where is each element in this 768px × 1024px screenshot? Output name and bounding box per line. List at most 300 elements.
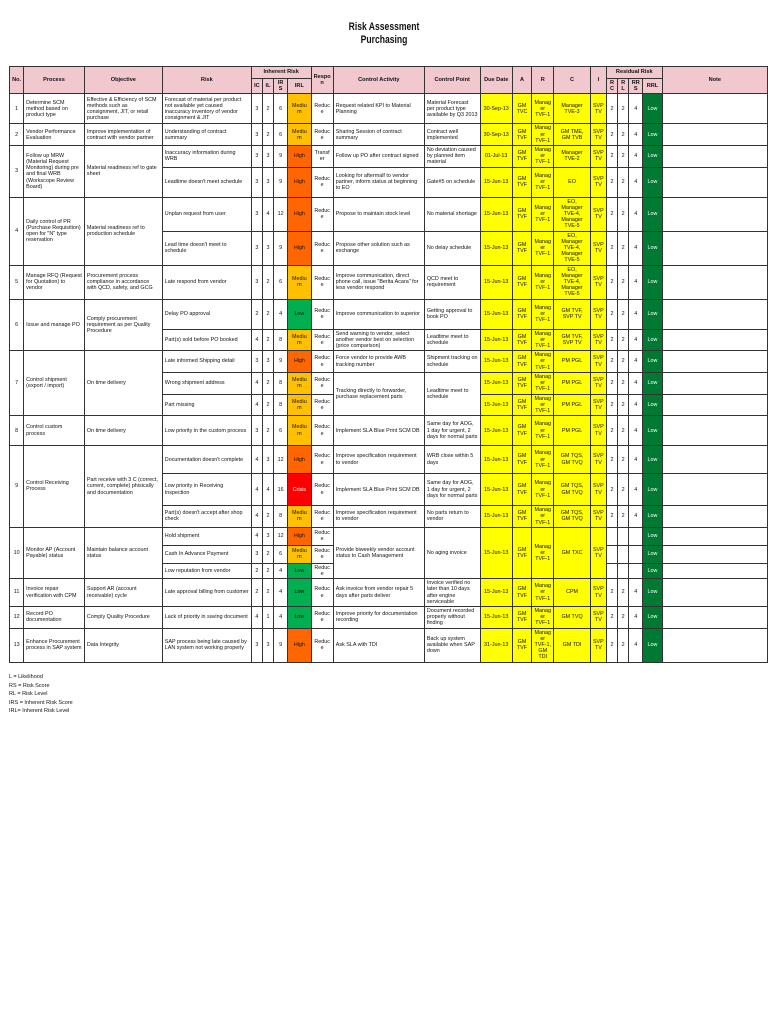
inherent-consequence-cell: 3 — [251, 231, 262, 265]
residual-risk-score-cell — [629, 545, 643, 563]
legend-item: IRL= Inherent Risk Level — [9, 708, 70, 714]
objective-cell: Part receive with 3 C (correct, current, complete) phisically and documentation — [84, 446, 162, 528]
risk-cell: Understanding of contract summary — [162, 124, 251, 146]
residual-risk-score-cell: 4 — [629, 265, 643, 299]
due-date-cell: 15-Jun-13 — [480, 329, 512, 351]
due-date-cell: 15-Jun-13 — [480, 446, 512, 474]
objective-cell: On time delivery — [84, 416, 162, 446]
row-number-cell: 13 — [10, 628, 24, 662]
row-number-cell: 4 — [10, 197, 24, 265]
risk-table-body — [10, 94, 768, 662]
residual-risk-level-badge: Low — [643, 446, 662, 474]
responsible-cell: Manager TVF-1 — [532, 167, 554, 197]
residual-consequence-cell: 2 — [606, 197, 617, 231]
inherent-risk-score-cell: 9 — [274, 231, 288, 265]
residual-risk-level-badge: Low — [643, 299, 662, 329]
control-point-cell: Contract well implemented — [424, 124, 480, 146]
accountable-cell: GM TVF — [512, 372, 531, 394]
residual-likelihood-cell: 2 — [618, 94, 629, 124]
consulted-cell: CPM — [554, 579, 590, 607]
residual-risk-score-cell: 4 — [629, 416, 643, 446]
inherent-risk-level-badge: Medium — [288, 545, 311, 563]
control-activity-cell: Sharing Session of contract summary — [333, 124, 424, 146]
inherent-consequence-cell: 3 — [251, 416, 262, 446]
process-cell: Vendor Performance Evaluation — [24, 124, 85, 146]
table-row — [10, 299, 768, 329]
process-cell: Enhance Procurement process in SAP system — [24, 628, 85, 662]
response-cell: Reduce — [311, 628, 333, 662]
informed-cell: SVP TV — [590, 394, 606, 416]
col-c-header: C — [554, 67, 590, 94]
informed-cell: SVP TV — [590, 231, 606, 265]
residual-likelihood-cell: 2 — [618, 146, 629, 168]
residual-consequence-cell: 2 — [606, 474, 617, 506]
consulted-cell: GM TXC — [554, 527, 590, 578]
inherent-risk-level-badge: High — [288, 527, 311, 545]
objective-cell: Comply procurement requirement as per Quality Procedure — [84, 299, 162, 351]
control-activity-cell: Looking for aftermalf to vendor partner, inform status at beginning to EO — [333, 167, 424, 197]
residual-risk-score-cell: 4 — [629, 579, 643, 607]
inherent-risk-level-badge: Low — [288, 563, 311, 578]
note-cell — [662, 94, 767, 124]
consulted-cell: EO — [554, 167, 590, 197]
due-date-cell: 15-Jun-13 — [480, 265, 512, 299]
residual-consequence-cell — [606, 545, 617, 563]
inherent-likelihood-cell: 3 — [262, 167, 273, 197]
note-cell — [662, 545, 767, 563]
consulted-cell: GM TQS, GM TVQ — [554, 474, 590, 506]
response-cell: Reduce — [311, 446, 333, 474]
inherent-consequence-cell: 2 — [251, 299, 262, 329]
inherent-consequence-cell: 3 — [251, 628, 262, 662]
note-cell — [662, 606, 767, 628]
legend-item: IRS = Inherent Risk Score — [9, 699, 73, 706]
inherent-likelihood-cell: 3 — [262, 628, 273, 662]
inherent-consequence-cell: 4 — [251, 329, 262, 351]
inherent-risk-level-badge: High — [288, 351, 311, 373]
control-point-cell: No aging invoice — [424, 527, 480, 578]
col-control-activity-header: Control Activity — [333, 67, 424, 94]
inherent-risk-score-cell: 4 — [274, 299, 288, 329]
consulted-cell: GM TDI — [554, 628, 590, 662]
inherent-risk-score-cell: 9 — [274, 146, 288, 168]
due-date-cell: 15-Jun-13 — [480, 231, 512, 265]
inherent-risk-score-cell: 12 — [274, 527, 288, 545]
process-cell: Control shipment (export / import) — [24, 351, 85, 416]
residual-consequence-cell: 2 — [606, 351, 617, 373]
residual-likelihood-cell: 2 — [618, 197, 629, 231]
residual-risk-level-badge: Low — [643, 351, 662, 373]
legend-item: RS = Risk Score — [9, 682, 50, 689]
consulted-cell: Manager TVE-3 — [554, 94, 590, 124]
control-activity-cell: Improve communication, direct phone call, issue "Berita Acara" for less vendor respond — [333, 265, 424, 299]
residual-risk-level-badge: Low — [643, 124, 662, 146]
document-title-block — [0, 21, 768, 47]
response-cell: Reduce — [311, 606, 333, 628]
consulted-cell: GM TME, GM TVB — [554, 124, 590, 146]
col-rrl-header: RRL — [643, 79, 662, 94]
response-cell: Reduce — [311, 394, 333, 416]
note-cell — [662, 563, 767, 578]
residual-likelihood-cell: 2 — [618, 124, 629, 146]
residual-risk-score-cell: 4 — [629, 231, 643, 265]
note-cell — [662, 265, 767, 299]
control-activity-cell: Implement SLA Blue Print SCM DB — [333, 416, 424, 446]
residual-risk-header: Residual Risk — [606, 67, 662, 79]
informed-cell: SVP TV — [590, 265, 606, 299]
inherent-risk-level-badge: High — [288, 197, 311, 231]
response-cell: Reduce — [311, 167, 333, 197]
accountable-cell: GM TVF — [512, 474, 531, 506]
residual-risk-score-cell: 4 — [629, 474, 643, 506]
inherent-risk-score-cell: 9 — [274, 628, 288, 662]
accountable-cell: GM TVF — [512, 351, 531, 373]
due-date-cell: 15-Jun-13 — [480, 394, 512, 416]
residual-risk-score-cell: 4 — [629, 394, 643, 416]
due-date-cell: 15-Jun-13 — [480, 527, 512, 578]
inherent-consequence-cell: 3 — [251, 351, 262, 373]
informed-cell: SVP TV — [590, 146, 606, 168]
informed-cell: SVP TV — [590, 628, 606, 662]
responsible-cell: Manager TVF-1 — [532, 372, 554, 394]
residual-risk-level-badge: Low — [643, 372, 662, 394]
accountable-cell: GM TVF — [512, 197, 531, 231]
inherent-likelihood-cell: 1 — [262, 606, 273, 628]
col-ic-header: IC — [251, 79, 262, 94]
inherent-risk-level-badge: Medium — [288, 416, 311, 446]
inherent-risk-score-cell: 9 — [274, 351, 288, 373]
col-i-header: I — [590, 67, 606, 94]
control-point-cell: Getting approval to book PO — [424, 299, 480, 329]
inherent-risk-level-badge: High — [288, 446, 311, 474]
control-activity-cell: Ask SLA with TDI — [333, 628, 424, 662]
residual-risk-level-badge: Low — [643, 416, 662, 446]
table-row — [10, 446, 768, 474]
due-date-cell: 31-Jun-13 — [480, 628, 512, 662]
control-point-cell: Leadtime meet to schedule — [424, 372, 480, 415]
risk-cell: Delay PO approval — [162, 299, 251, 329]
consulted-cell: EO, Manager TVE-4, Manager TVE-5 — [554, 265, 590, 299]
informed-cell: SVP TV — [590, 329, 606, 351]
note-cell — [662, 329, 767, 351]
inherent-risk-score-cell: 6 — [274, 416, 288, 446]
responsible-cell: Manager TVF-1 — [532, 606, 554, 628]
document-title: Risk Assessment — [348, 21, 420, 33]
inherent-likelihood-cell: 3 — [262, 351, 273, 373]
residual-consequence-cell — [606, 527, 617, 545]
legend-item: RL = Risk Level — [9, 691, 48, 697]
residual-risk-score-cell: 4 — [629, 506, 643, 528]
control-point-cell: No delay schedule — [424, 231, 480, 265]
residual-likelihood-cell: 2 — [618, 394, 629, 416]
row-number-cell: 12 — [10, 606, 24, 628]
note-cell — [662, 372, 767, 394]
objective-cell: Material readiness ref to gate sheet — [84, 146, 162, 198]
inherent-likelihood-cell: 3 — [262, 231, 273, 265]
inherent-likelihood-cell: 2 — [262, 265, 273, 299]
responsible-cell: Manager TVF-1 — [532, 329, 554, 351]
note-cell — [662, 167, 767, 197]
inherent-risk-header: Inherent Risk — [251, 67, 311, 79]
residual-likelihood-cell: 2 — [618, 372, 629, 394]
residual-consequence-cell: 2 — [606, 167, 617, 197]
due-date-cell: 30-Sep-13 — [480, 94, 512, 124]
residual-risk-score-cell — [629, 563, 643, 578]
control-activity-cell: Propose to maintain stock level — [333, 197, 424, 231]
inherent-likelihood-cell: 2 — [262, 124, 273, 146]
process-cell: Daily control of PR (Purchase Requisition) open for "N" type reservation — [24, 197, 85, 265]
residual-consequence-cell: 2 — [606, 146, 617, 168]
objective-cell: Data Integrity — [84, 628, 162, 662]
residual-consequence-cell: 2 — [606, 94, 617, 124]
inherent-likelihood-cell: 2 — [262, 94, 273, 124]
note-cell — [662, 474, 767, 506]
response-cell: Reduce — [311, 506, 333, 528]
residual-risk-level-badge: Low — [643, 506, 662, 528]
response-cell: Reduce — [311, 351, 333, 373]
response-cell: Reduce — [311, 563, 333, 578]
risk-cell: SAP process being late caused by LAN system not working properly — [162, 628, 251, 662]
residual-risk-score-cell: 4 — [629, 94, 643, 124]
risk-cell: Documentation doesn't complete — [162, 446, 251, 474]
inherent-consequence-cell: 3 — [251, 167, 262, 197]
inherent-risk-level-badge: Low — [288, 579, 311, 607]
table-row — [10, 416, 768, 446]
control-activity-cell: Improve communication to superior — [333, 299, 424, 329]
col-control-point-header: Control Point — [424, 67, 480, 94]
residual-consequence-cell: 2 — [606, 394, 617, 416]
risk-cell: Lack of priority in saving document — [162, 606, 251, 628]
inherent-risk-score-cell: 8 — [274, 394, 288, 416]
row-number-cell: 8 — [10, 416, 24, 446]
residual-likelihood-cell: 2 — [618, 579, 629, 607]
residual-consequence-cell: 2 — [606, 446, 617, 474]
due-date-cell: 15-Jun-13 — [480, 351, 512, 373]
inherent-risk-score-cell: 8 — [274, 506, 288, 528]
residual-risk-level-badge: Low — [643, 146, 662, 168]
informed-cell: SVP TV — [590, 606, 606, 628]
col-a-header: A — [512, 67, 531, 94]
inherent-risk-score-cell: 6 — [274, 124, 288, 146]
process-cell: Control Receiving Process — [24, 446, 85, 528]
residual-likelihood-cell — [618, 527, 629, 545]
responsible-cell: Manager TVF-1 — [532, 579, 554, 607]
responsible-cell: Manager TVF-1, GM TDI — [532, 628, 554, 662]
risk-cell: Low priority in the custom process — [162, 416, 251, 446]
control-point-cell: Invoice verified no later than 10 days after engine serviceable — [424, 579, 480, 607]
consulted-cell: GM TVF, SVP TV — [554, 329, 590, 351]
residual-likelihood-cell: 2 — [618, 506, 629, 528]
response-cell: Reduce — [311, 372, 333, 394]
residual-likelihood-cell — [618, 563, 629, 578]
risk-cell: Low priority in Receiving Inspection — [162, 474, 251, 506]
control-point-cell: Shipment tracking on schedule — [424, 351, 480, 373]
accountable-cell: GM TVF — [512, 167, 531, 197]
residual-risk-level-badge: Low — [643, 265, 662, 299]
accountable-cell: GM TVF — [512, 446, 531, 474]
residual-risk-score-cell: 4 — [629, 124, 643, 146]
residual-risk-score-cell: 4 — [629, 167, 643, 197]
due-date-cell: 15-Jun-13 — [480, 416, 512, 446]
residual-consequence-cell: 2 — [606, 628, 617, 662]
accountable-cell: GM TVF — [512, 299, 531, 329]
informed-cell: SVP TV — [590, 197, 606, 231]
responsible-cell: Manager TVF-1 — [532, 474, 554, 506]
responsible-cell: Manager TVF-1 — [532, 394, 554, 416]
note-cell — [662, 628, 767, 662]
control-activity-cell: Ask invoice from vendor repair 5 days after parts deliver — [333, 579, 424, 607]
risk-cell: Lead time doesn't meet to schedule — [162, 231, 251, 265]
accountable-cell: GM TVF — [512, 628, 531, 662]
residual-risk-level-badge: Low — [643, 474, 662, 506]
objective-cell: On time delivery — [84, 351, 162, 416]
informed-cell: SVP TV — [590, 416, 606, 446]
table-row — [10, 606, 768, 628]
inherent-risk-score-cell: 12 — [274, 446, 288, 474]
inherent-likelihood-cell: 2 — [262, 394, 273, 416]
consulted-cell: GM TQS, GM TVQ — [554, 446, 590, 474]
consulted-cell: PM PGL — [554, 394, 590, 416]
row-number-cell: 2 — [10, 124, 24, 146]
informed-cell: SVP TV — [590, 372, 606, 394]
col-no-header: No. — [10, 67, 24, 94]
col-process-header: Process — [24, 67, 85, 94]
accountable-cell: GM TVF — [512, 527, 531, 578]
inherent-likelihood-cell: 2 — [262, 506, 273, 528]
note-cell — [662, 579, 767, 607]
control-point-cell: Same day for AOG, 1 day for urgent, 2 days for normal parts — [424, 416, 480, 446]
control-point-cell: No parts return to vendor — [424, 506, 480, 528]
residual-risk-score-cell: 4 — [629, 446, 643, 474]
residual-likelihood-cell: 2 — [618, 628, 629, 662]
control-point-cell: Gate#5 on schedule — [424, 167, 480, 197]
residual-risk-score-cell: 4 — [629, 606, 643, 628]
responsible-cell: Manager TVF-1 — [532, 299, 554, 329]
consulted-cell: EO, Manager TVE-4, Manager TVE-5 — [554, 231, 590, 265]
responsible-cell: Manager TVF-1 — [532, 265, 554, 299]
response-cell: Reduce — [311, 124, 333, 146]
residual-risk-level-badge: Low — [643, 394, 662, 416]
informed-cell: SVP TV — [590, 506, 606, 528]
inherent-risk-score-cell: 4 — [274, 579, 288, 607]
control-point-cell: Same day for AOG, 1 day for urgent, 2 days for normal parts — [424, 474, 480, 506]
inherent-risk-score-cell: 6 — [274, 94, 288, 124]
residual-likelihood-cell: 2 — [618, 446, 629, 474]
inherent-consequence-cell: 2 — [251, 579, 262, 607]
accountable-cell: GM TVF — [512, 394, 531, 416]
accountable-cell: GM TVF — [512, 579, 531, 607]
inherent-risk-level-badge: High — [288, 231, 311, 265]
consulted-cell: Manager TVE-2 — [554, 146, 590, 168]
inherent-likelihood-cell: 2 — [262, 563, 273, 578]
col-il-header: IL — [262, 79, 273, 94]
residual-risk-score-cell: 4 — [629, 329, 643, 351]
residual-risk-level-badge: Low — [643, 563, 662, 578]
col-irs-header: IRS — [274, 79, 288, 94]
inherent-consequence-cell: 2 — [251, 563, 262, 578]
inherent-risk-score-cell: 6 — [274, 545, 288, 563]
inherent-likelihood-cell: 4 — [262, 197, 273, 231]
objective-cell: Material readiness ref to production schedule — [84, 197, 162, 265]
due-date-cell: 15-Jun-13 — [480, 606, 512, 628]
inherent-risk-level-badge: Medium — [288, 124, 311, 146]
legend-item: L = Likelihood — [9, 674, 43, 680]
residual-likelihood-cell: 2 — [618, 265, 629, 299]
note-cell — [662, 351, 767, 373]
residual-risk-level-badge: Low — [643, 329, 662, 351]
residual-likelihood-cell: 2 — [618, 299, 629, 329]
inherent-likelihood-cell: 2 — [262, 579, 273, 607]
inherent-likelihood-cell: 3 — [262, 446, 273, 474]
responsible-cell: Manager TVF-1 — [532, 231, 554, 265]
table-row — [10, 265, 768, 299]
informed-cell: SVP TV — [590, 446, 606, 474]
control-point-cell: Leadtime meet to schedule — [424, 329, 480, 351]
process-cell: Record PO documentation — [24, 606, 85, 628]
process-cell: Invoice repair verification with CPM — [24, 579, 85, 607]
inherent-risk-level-badge: Medium — [288, 265, 311, 299]
control-activity-cell: Follow up PO after contract signed — [333, 146, 424, 168]
inherent-consequence-cell: 3 — [251, 197, 262, 231]
consulted-cell: GM TQS, GM TVQ — [554, 506, 590, 528]
residual-consequence-cell: 2 — [606, 606, 617, 628]
control-activity-cell: Request related KPI to Material Planning — [333, 94, 424, 124]
row-number-cell: 11 — [10, 579, 24, 607]
process-cell: Determine SCM method based on product type — [24, 94, 85, 124]
residual-risk-score-cell: 4 — [629, 299, 643, 329]
accountable-cell: GM TVF — [512, 329, 531, 351]
note-cell — [662, 394, 767, 416]
control-point-cell: Material Forecast per product type available by Q3 2013 — [424, 94, 480, 124]
residual-consequence-cell: 2 — [606, 579, 617, 607]
inherent-risk-level-badge: Medium — [288, 506, 311, 528]
col-objective-header: Objective — [84, 67, 162, 94]
residual-risk-score-cell — [629, 527, 643, 545]
control-activity-cell: Improve specification requirement to vendor — [333, 446, 424, 474]
objective-cell: Support AR (account receivable) cycle — [84, 579, 162, 607]
response-cell: Reduce — [311, 265, 333, 299]
inherent-likelihood-cell: 3 — [262, 146, 273, 168]
control-point-cell: No material shortage — [424, 197, 480, 231]
due-date-cell: 30-Sep-13 — [480, 124, 512, 146]
note-cell — [662, 146, 767, 168]
consulted-cell: PM PGL — [554, 372, 590, 394]
residual-consequence-cell: 2 — [606, 329, 617, 351]
inherent-risk-level-badge: High — [288, 146, 311, 168]
inherent-risk-level-badge: Medium — [288, 329, 311, 351]
residual-consequence-cell: 2 — [606, 231, 617, 265]
inherent-risk-score-cell: 16 — [274, 474, 288, 506]
risk-cell: Late respond from vendor — [162, 265, 251, 299]
residual-risk-level-badge: Low — [643, 628, 662, 662]
inherent-likelihood-cell: 2 — [262, 329, 273, 351]
control-point-cell: WRB close within 5 days — [424, 446, 480, 474]
table-row — [10, 351, 768, 373]
residual-likelihood-cell: 2 — [618, 606, 629, 628]
response-cell: Reduce — [311, 197, 333, 231]
inherent-consequence-cell: 4 — [251, 506, 262, 528]
process-cell: Issue and manage PO — [24, 299, 85, 351]
objective-cell: Procurement process compliance in accordance with QCD, safety, and GCG — [84, 265, 162, 299]
informed-cell: SVP TV — [590, 527, 606, 578]
residual-likelihood-cell: 2 — [618, 231, 629, 265]
inherent-consequence-cell: 4 — [251, 606, 262, 628]
risk-cell: Part(s) sold before PO booked — [162, 329, 251, 351]
response-cell: Reduce — [311, 94, 333, 124]
table-row — [10, 94, 768, 124]
responsible-cell: Manager TVF-1 — [532, 446, 554, 474]
residual-risk-level-badge: Low — [643, 94, 662, 124]
